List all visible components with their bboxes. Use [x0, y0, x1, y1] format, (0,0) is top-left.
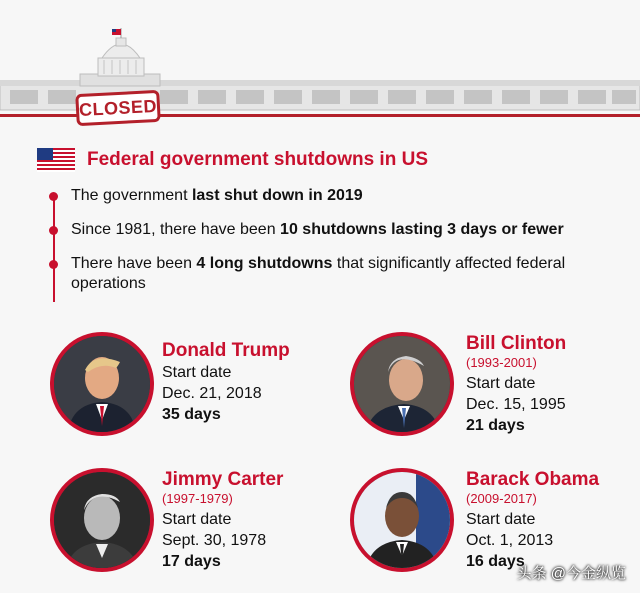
portrait-image	[350, 468, 454, 572]
bullet-dot	[49, 192, 58, 201]
president-name: Barack Obama	[466, 469, 600, 490]
start-date-value: Dec. 15, 1995	[466, 396, 566, 413]
page-title: Federal government shutdowns in US	[87, 149, 428, 170]
bullet-dot	[49, 260, 58, 269]
start-date-label: Start date	[466, 511, 536, 528]
shutdown-info	[162, 509, 266, 572]
shutdown-duration: 17 days	[162, 553, 221, 570]
person-icon	[354, 336, 450, 432]
start-date-label: Start date	[466, 375, 536, 392]
term-years: (2009-2017)	[466, 491, 537, 506]
president-name: Bill Clinton	[466, 333, 567, 354]
shutdown-duration: 21 days	[466, 417, 525, 434]
president-name: Donald Trump	[162, 340, 290, 361]
shutdown-duration: 16 days	[466, 553, 525, 570]
person-icon	[54, 336, 150, 432]
term-years: (1997-1979)	[162, 491, 233, 506]
person-icon	[54, 472, 150, 568]
president-name: Jimmy Carter	[162, 469, 284, 490]
list-item: There have been 4 long shutdowns that significantly affected federal operations	[53, 254, 571, 294]
list-item: Since 1981, there have been 10 shutdowns lasting 3 days or fewer	[53, 220, 613, 240]
bullet-dot	[49, 226, 58, 235]
shutdown-info	[162, 362, 262, 425]
capitol-banner	[0, 0, 640, 118]
person-icon	[354, 472, 450, 568]
term-years: (1993-2001)	[466, 355, 537, 370]
start-date-value: Sept. 30, 1978	[162, 532, 267, 549]
portrait-image	[50, 332, 154, 436]
shutdown-info	[466, 373, 566, 436]
portrait-image	[350, 332, 454, 436]
portrait-image	[50, 468, 154, 572]
watermark: 头条 @今金纵览	[516, 565, 626, 582]
closed-stamp: CLOSED	[75, 90, 161, 126]
start-date-label: Start date	[162, 364, 232, 381]
section-header	[37, 148, 428, 172]
start-date-value: Dec. 21, 2018	[162, 385, 262, 402]
shutdown-duration: 35 days	[162, 406, 221, 423]
us-flag-icon	[37, 148, 75, 172]
start-date-label: Start date	[162, 511, 232, 528]
list-item: The government last shut down in 2019	[53, 186, 613, 206]
facts-list	[53, 186, 613, 308]
start-date-value: Oct. 1, 2013	[466, 532, 554, 549]
